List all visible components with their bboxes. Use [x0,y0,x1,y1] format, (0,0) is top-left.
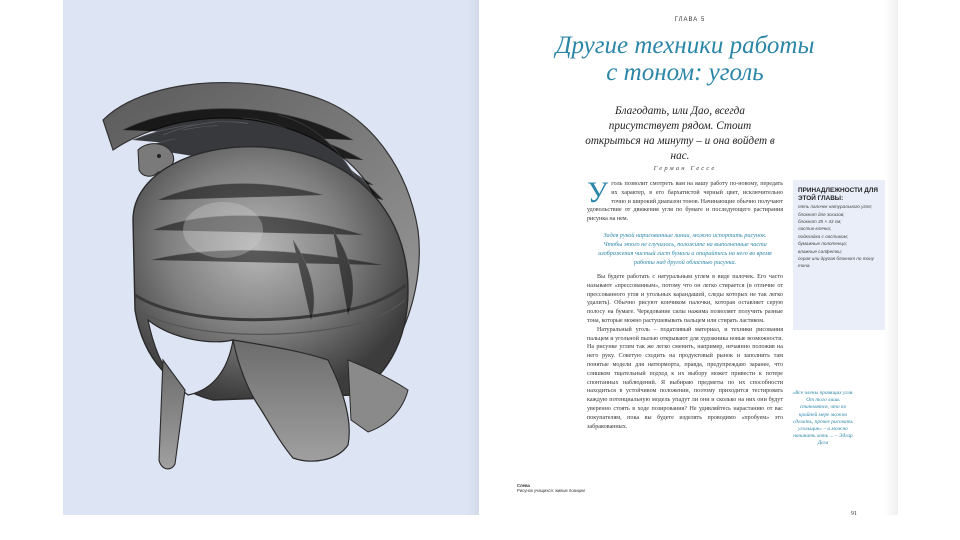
body-paragraph-2: Вы будете работать с натуральным углем в виде палочек. Его часто называют «прессованным», потому что он легко стирается (в отличие от прессованного угля и угольных карандашей, следы которых не так легко удалить). Обычно рисуют кончиком палочки, которая оставляет серую полосу на бумаге. Чередование силы нажима позволяет получить разные тона, которые можно растушевывать пальцем или стирать ластиком. [587,273,783,324]
chapter-title [510,32,860,86]
sidebar-item: блокнот 35 × 43 см; [798,219,842,224]
helmet-drawing [63,60,479,515]
body-paragraph-3: Натуральный уголь – податливый материал, и техники рисования пальцем и угольной пылью открывают для художника новые возможности. На рисунке углем так же легко сменить, например, нечаянно положив на него руку. Советую сходить на продуктовый рынок и заполнить там понятые модели для натюрморта, правда, предупреждаю заранее, что слишком тщательный подход к их выбору может привести к потере спонтанных наблюдений. Я выбираю предметы по их способности находиться в устойчивом положении, поэтому приходится тестировать каждую потенциальную модель упадут ли они и сколько на них они будут уверенно стоять в ходе позирования? Не удивляйтесь нарастанию от вас покупателям, пока вы будете изделять проводимо «пробуем» это забракованных. [587,326,783,430]
sidebar-title: ПРИНАДЛЕЖНОСТИ ДЛЯ ЭТОЙ ГЛАВЫ: [798,187,878,202]
sidebar-item: блокнот для эскизов; [798,211,845,217]
body-paragraph-1: голь позволит смотреть вам на вашу работу по-новому, передать их характер, в его бархатистой черный цвет, исключительно точно и широкий диапазон тонов. Начинающие обычно получают удовольствие от движения угля по бумаге и последующего растирания рисунка на нем. [587,181,783,223]
drop-cap: У [587,176,609,209]
pull-quote: Задев рукой нарисованные линии, можно испортить рисунок. Чтобы этого не случилось, положите на выполненные части изображения чистый лист бумаги и опирайтесь на него во время работы над другой областью рисунка. [598,231,772,266]
chapter-label: ГЛАВА 5 [674,17,706,23]
epigraph-author: Герман Гессе [653,165,717,172]
body-text [587,176,783,431]
sidebar-item: влажные салфетки; [798,248,842,254]
sidebar-item: подкладка с ластиком; [798,233,849,239]
caption-text: Рисунок учащихся: живые позиции [517,488,585,494]
margin-quote: «Все члены правящих угля. От того лишь становятся, что по крайней мере можно сделать, прочее рисовать угольщик» – и можно начинать хоть ... – Эдгар Дега [792,390,854,447]
chapter-title-line1: Другие техники работы [555,32,815,59]
chapter-title-line2: с тоном: уголь [606,59,764,86]
page-number: 91 [851,511,857,517]
bottom-margin [63,515,899,540]
sidebar-list [798,203,881,270]
caption-title: Слева [517,483,530,488]
left-page [63,0,479,515]
supplies-sidebar [793,180,885,330]
illustration-caption [517,483,587,494]
sidebar-item: пять палочек натурального угля; [798,204,872,210]
sidebar-item: ластик-клячка; [798,226,832,232]
epigraph: Благодать, или Дао, всегда присутствует рядом. Стоит открыться на минуту – и она войдет в нас. [585,105,775,162]
sidebar-item: бумажные полотенца; [798,241,847,247]
page-edge-shadow [884,0,898,515]
sidebar-item: серая или другая блокнот по тону тона. [798,256,874,269]
